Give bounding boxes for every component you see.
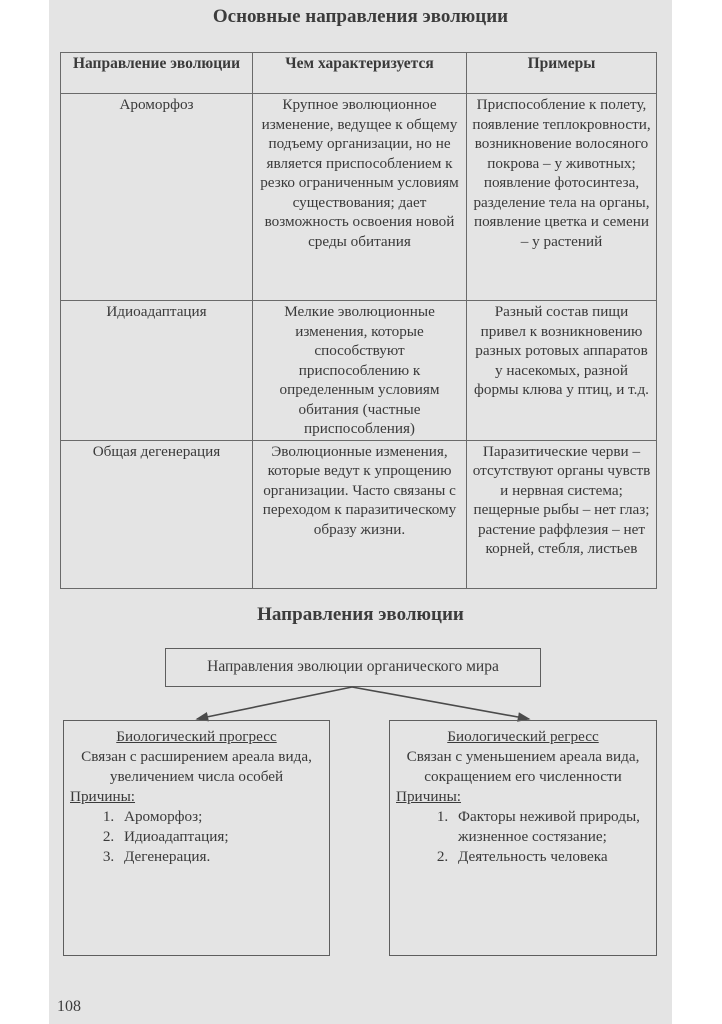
list-item: 1. Ароморфоз; <box>118 807 323 827</box>
arrow-to-progress <box>197 687 352 719</box>
diagram-root-box: Направления эволюции органического мира <box>165 648 541 687</box>
list-item: 2. Идиоадаптация; <box>118 827 323 847</box>
regress-title: Биологический регресс <box>447 728 599 745</box>
cell-characteristics: Крупное эволюционное изменение, ведущее к общему подъему организации, но не является приспособлением к резко ограниченным условиям существования; дает возможность освоения новой среды обитания <box>253 94 467 301</box>
regress-reasons-label: Причины: <box>396 788 462 805</box>
progress-reasons-label: Причины: <box>70 788 136 805</box>
cell-direction: Ароморфоз <box>61 94 253 301</box>
evolution-directions-table <box>60 52 657 589</box>
progress-reasons-list <box>70 807 323 867</box>
book-page <box>49 0 672 1024</box>
table-row <box>61 440 657 588</box>
header-characteristics: Чем характеризуется <box>253 53 467 94</box>
header-examples: Примеры <box>467 53 657 94</box>
list-item: 3. Дегенерация. <box>118 847 323 867</box>
cell-examples: Приспособление к полету, появление теплокровности, возникновение волосяного покрова – у животных; появление фотосинтеза, разделение тела на органы, появление цветка и семени – у растений <box>467 94 657 301</box>
cell-characteristics: Эволюционные изменения, которые ведут к упрощению организации. Часто связаны с переходом к паразитическому образу жизни. <box>253 440 467 588</box>
biological-progress-box <box>63 720 330 956</box>
list-item: 2. Деятельность человека <box>452 847 650 867</box>
table-row <box>61 94 657 301</box>
biological-regress-box <box>389 720 657 956</box>
cell-direction: Общая дегенерация <box>61 440 253 588</box>
arrow-to-regress <box>352 687 529 719</box>
table-row <box>61 301 657 441</box>
cell-characteristics: Мелкие эволюционные изменения, которые способствуют приспособлению к определенным условиям обитания (частные приспособления) <box>253 301 467 441</box>
header-direction: Направление эволюции <box>61 53 253 94</box>
diagram-title: Направления эволюции <box>257 604 464 625</box>
regress-reasons-list <box>396 807 650 867</box>
list-item: 1. Факторы неживой природы, жизненное состязание; <box>452 807 650 847</box>
progress-description: Связан с расширением ареала вида, увеличением числа особей <box>81 748 312 785</box>
cell-examples: Паразитические черви – отсутствуют органы чувств и нервная система; пещерные рыбы – нет глаз; растение раффлезия – нет корней, стебля, листьев <box>467 440 657 588</box>
cell-direction: Идиоадаптация <box>61 301 253 441</box>
table-header-row <box>61 53 657 94</box>
regress-description: Связан с уменьшением ареала вида, сокращением его численности <box>406 748 640 785</box>
cell-examples: Разный состав пищи привел к возникновению разных ротовых аппаратов у насекомых, разной формы клюва у птиц, и т.д. <box>467 301 657 441</box>
table-title: Основные направления эволюции <box>212 6 509 27</box>
page-number: 108 <box>57 998 81 1015</box>
progress-title: Биологический прогресс <box>116 728 277 745</box>
